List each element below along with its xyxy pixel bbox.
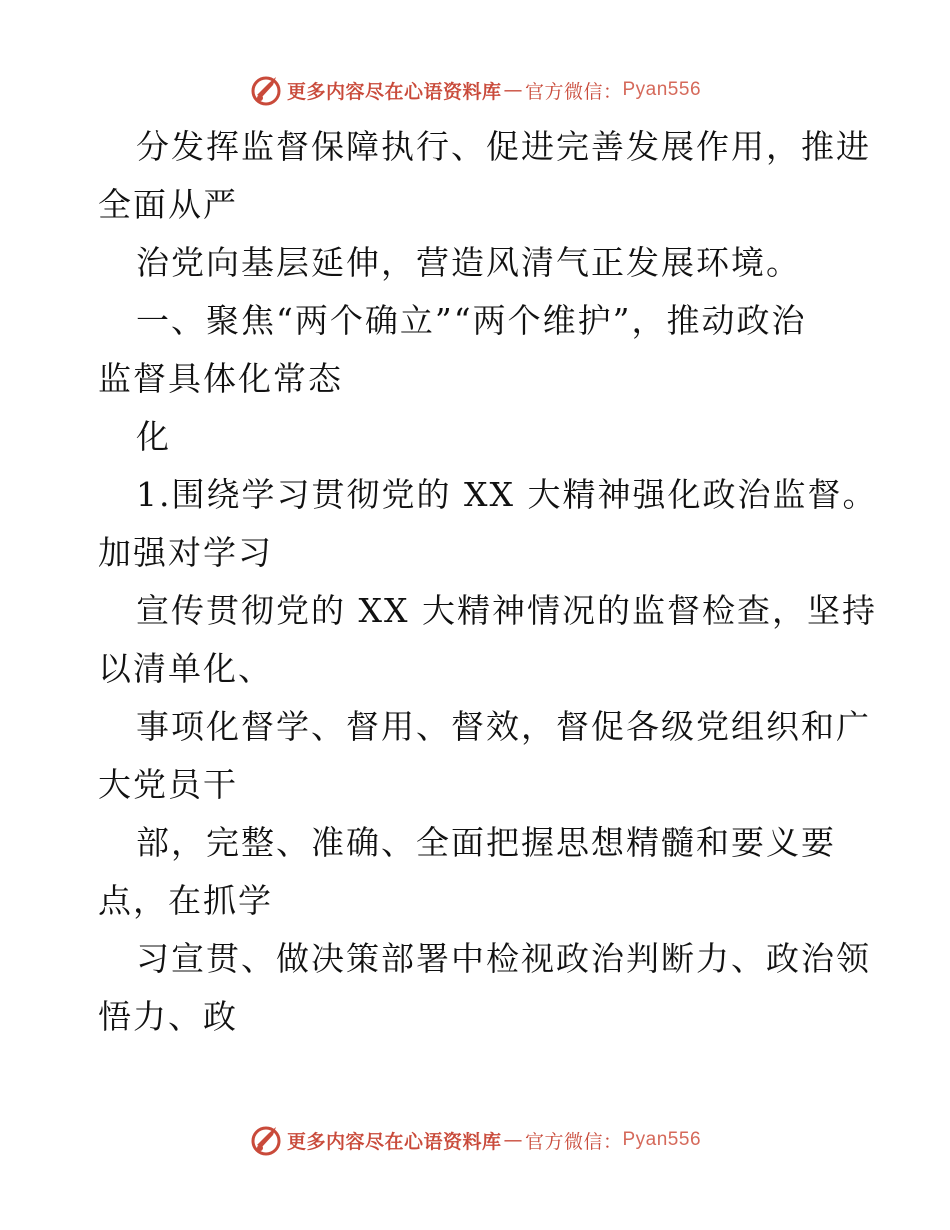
document-body: [98, 118, 878, 1046]
text-line: 全面从严: [98, 185, 238, 224]
banner-label: 官方微信：: [524, 1130, 623, 1153]
text-line: 以清单化、: [98, 649, 273, 688]
section-heading-line: 化: [136, 417, 171, 456]
text-line: 1.围绕学习贯彻党的 XX 大精神强化政治监督。: [136, 475, 878, 514]
banner-title: 更多内容尽在心语资料库: [286, 1130, 502, 1153]
brush-logo-icon: [249, 73, 283, 107]
banner-wechat-id: Pyan556: [622, 79, 702, 100]
text-line: 大党员干: [98, 765, 238, 804]
text-line: 部，完整、准确、全面把握思想精髓和要义要: [136, 823, 836, 862]
section-heading-line: 一、聚焦“两个确立”“两个维护”，推动政治: [136, 301, 807, 340]
text-line: 加强对学习: [98, 533, 273, 572]
banner-label: 官方微信：: [524, 80, 623, 103]
header-watermark-banner: [0, 70, 950, 110]
banner-separator: —: [503, 1129, 523, 1151]
text-line: 事项化督学、督用、督效，督促各级党组织和广: [136, 707, 871, 746]
banner-separator: —: [503, 79, 523, 101]
text-line: 宣传贯彻党的 XX 大精神情况的监督检查，坚持: [136, 591, 877, 630]
text-line: 治党向基层延伸，营造风清气正发展环境。: [136, 243, 801, 282]
text-line: 点，在抓学: [98, 881, 273, 920]
banner-wechat-id: Pyan556: [622, 1129, 702, 1150]
brush-logo-icon: [249, 1123, 283, 1157]
section-heading-line: 监督具体化常态: [98, 359, 343, 398]
text-line: 分发挥监督保障执行、促进完善发展作用，推进: [136, 127, 871, 166]
text-line: 悟力、政: [98, 997, 238, 1036]
banner-title: 更多内容尽在心语资料库: [286, 80, 502, 103]
text-line: 习宣贯、做决策部署中检视政治判断力、政治领: [136, 939, 871, 978]
footer-watermark-banner: [0, 1120, 950, 1160]
